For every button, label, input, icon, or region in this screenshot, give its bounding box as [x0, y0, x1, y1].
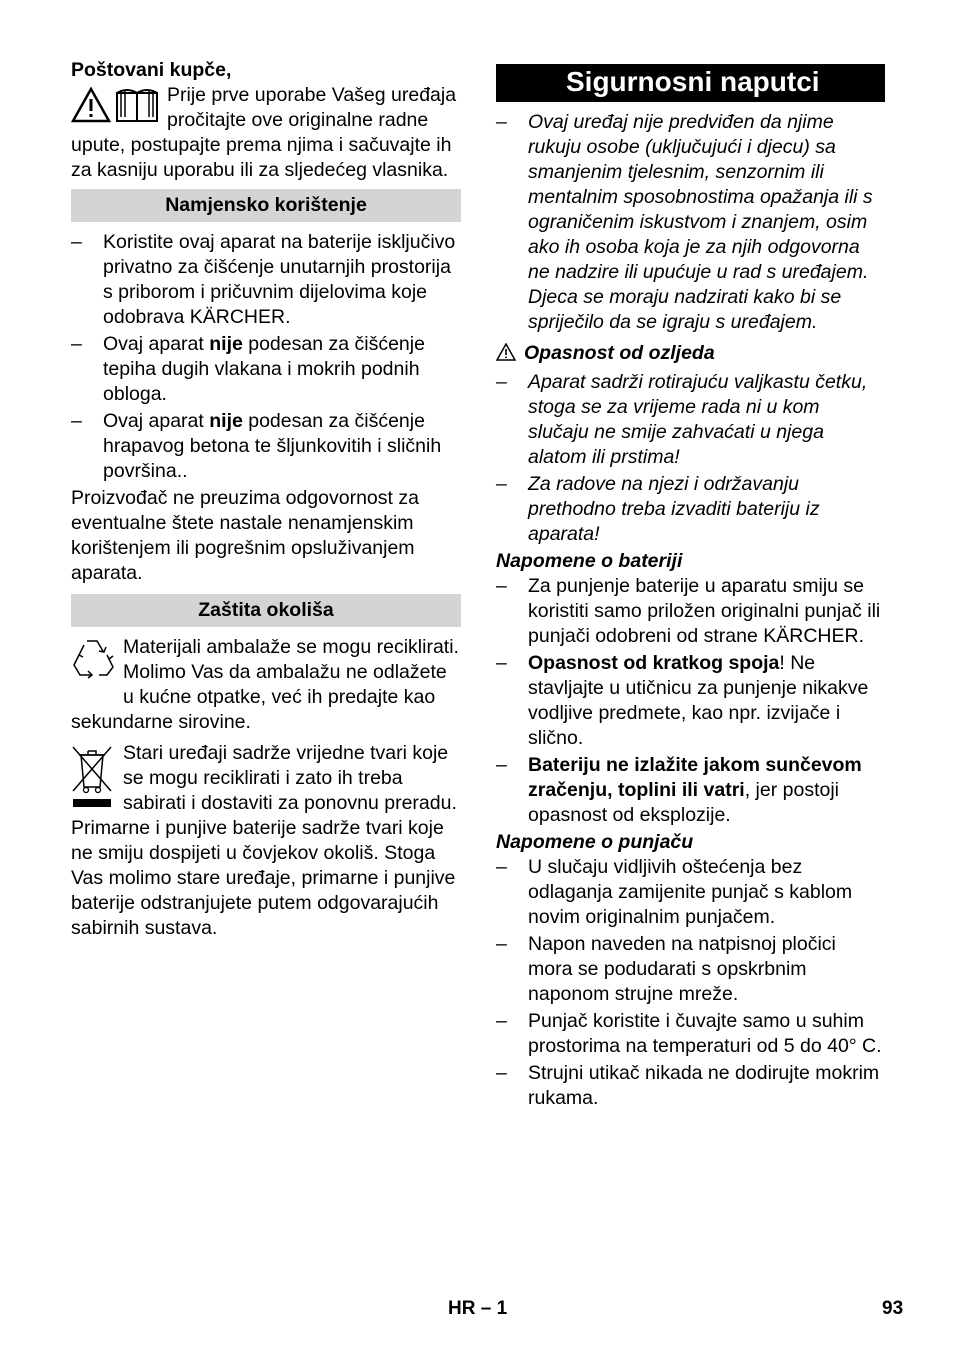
dash-mark: – [496, 652, 507, 674]
dash-mark: – [496, 933, 507, 955]
intro-text: Prije prve uporabe Vašeg uređaja pročitajte ove originalne radne upute, postupajte prema njima i sačuvajte ih za kasniju uporabu ili za sljedećeg vlasnika. [71, 84, 457, 181]
dash-mark: – [496, 473, 507, 495]
dash-mark: – [71, 231, 82, 253]
footer-page-number: 93 [882, 1298, 904, 1319]
list-item: – Ovaj uređaj nije predviđen da njime rukuju osobe (uključujući i djecu) sa smanjenim tjelesnim, senzornim ili mentalnim sposobnostima opažanja ili s ograničenim iskustvom i znanjem, osim ako ih osoba koja je za njih odgovorna ne nadzire ili upućuje u rad s uređajem. Djeca se moraju nadzirati kako bi se spriječilo da se igraju s uređajem. [496, 111, 873, 333]
section-title-intended-use: Namjensko korištenje [71, 189, 461, 222]
list-item: – Za punjenje baterije u aparatu smiju se koristiti samo priložen originalni punjač ili punjači odobreni od strane KÄRCHER. [496, 575, 881, 647]
list-item: – Strujni utikač nikada ne dodirujte mokrim rukama. [496, 1062, 880, 1109]
recycle-block [71, 635, 461, 735]
warning-manual-icon [71, 87, 159, 130]
crossed-bin-icon [71, 743, 113, 816]
right-column [496, 58, 885, 1113]
list-item: – Za radove na njezi i održavanju prethodno treba izvaditi bateriju iz aparata! [496, 473, 820, 545]
danger-list [496, 370, 885, 547]
list-item: – Bateriju ne izlažite jakom sunčevom zračenju, toplini ili vatri, jer postoji opasnost od eksplozije. [496, 754, 862, 826]
battery-heading: Napomene o bateriji [496, 550, 683, 572]
dash-mark: – [496, 575, 507, 597]
list-item: – Punjač koristite i čuvajte samo u suhim prostorima na temperaturi od 5 do 40° C. [496, 1010, 882, 1057]
page-title: Sigurnosni naputci [496, 64, 885, 102]
danger-heading: Opasnost od ozljeda [496, 341, 885, 366]
dash-mark: – [496, 856, 507, 878]
dash-mark: – [496, 1062, 507, 1084]
dash-mark: – [496, 111, 507, 133]
recycle-text: Materijali ambalaže se mogu reciklirati. Molimo Vas da ambalažu ne odlažete u kućne otpatke, već ih predajte kao sekundarne sirovine. [71, 636, 459, 733]
dash-mark: – [71, 333, 82, 355]
dash-mark: – [71, 410, 82, 432]
recycle-icon [71, 637, 115, 686]
weee-text: Stari uređaji sadrže vrijedne tvari koje se mogu reciklirati i zato ih treba sabirati i dostaviti za ponovnu preradu. Primarne i punjive baterije sadrže tvari koje ne smiju dospijeti u čovjekov okoliš. Stoga Vas molimo stare uređaje, primarne i punjive baterije odstranjujete putem odgovarajućih sabirnih sustava. [71, 742, 457, 939]
charger-list [496, 855, 885, 1111]
intro-block [71, 83, 461, 183]
list-item: – Ovaj aparat nije podesan za čišćenje hrapavog betona te šljunkovitih i sličnih površina.. [71, 410, 442, 482]
section-title-environment: Zaštita okoliša [71, 594, 461, 627]
charger-heading: Napomene o punjaču [496, 831, 694, 853]
list-item: – Napon naveden na natpisnoj pločici mora se podudarati s opskrbnim naponom strujne mreže. [496, 933, 836, 1005]
dash-mark: – [496, 371, 507, 393]
greeting: Poštovani kupče, [71, 59, 232, 81]
battery-list [496, 574, 885, 828]
list-item: – Opasnost od kratkog spoja! Ne stavljajte u utičnicu za punjenje nikakve vodljive predmete, kao npr. izvijače i slično. [496, 652, 869, 749]
dash-mark: – [496, 1010, 507, 1032]
list-item: – Ovaj aparat nije podesan za čišćenje tepiha dugih vlakana i mokrih podnih obloga. [71, 333, 425, 405]
liability-note: Proizvođač ne preuzima odgovornost za eventualne štete nastale nenamjenskim korištenjem ili pogrešnim opsluživanjem aparata. [71, 487, 419, 584]
list-item: – Aparat sadrži rotirajuću valjkastu četku, stoga se za vrijeme rada ni u kom slučaju ne smije zahvaćati u njega alatom ili prstima! [496, 371, 868, 468]
safety-list [496, 110, 885, 335]
footer-language-page: HR – 1 [448, 1298, 508, 1319]
left-column [71, 58, 461, 941]
list-item: – Koristite ovaj aparat na baterije isključivo privatno za čišćenje unutarnjih prostorija s priborom i pričuvnim dijelovima koje odobrava KÄRCHER. [71, 231, 456, 328]
dash-mark: – [496, 754, 507, 776]
warning-triangle-icon [496, 343, 516, 361]
list-item: – U slučaju vidljivih oštećenja bez odlaganja zamijenite punjač s kablom novim originalnim punjačem. [496, 856, 853, 928]
intended-use-list [71, 230, 461, 484]
weee-block [71, 741, 461, 941]
